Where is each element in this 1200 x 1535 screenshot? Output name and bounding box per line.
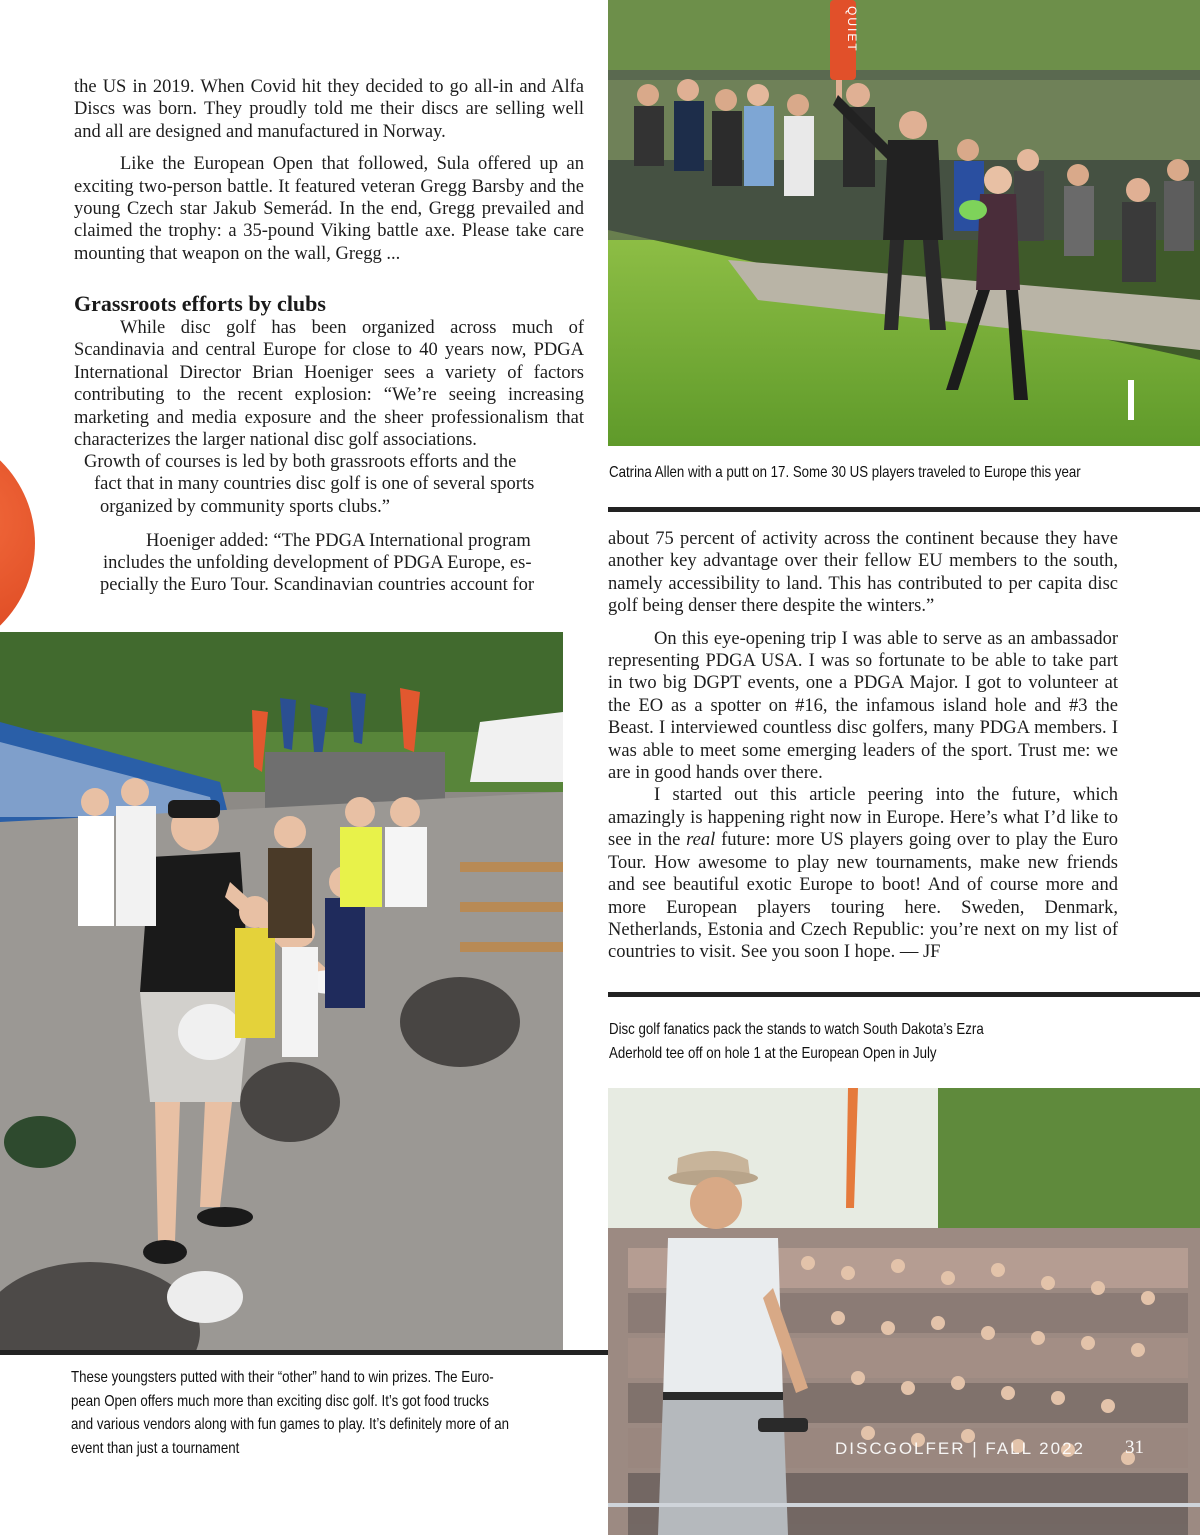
text-run: future: more US players going over to play the Euro Tour. How awesome to play new tournaments, make new friends and see beautiful exotic Europe to boot! And of course more and more European players touring here. Sweden, Denmark, Netherlands, Estonia and Czech Republic: you’re next on my list of countries to visit. See you soon I hope. — JF [608, 830, 1118, 963]
caption-line: pean Open offers much more than exciting disc golf. It’s got food trucks [71, 1392, 490, 1410]
section-subhead: Grassroots efforts by clubs [74, 291, 326, 316]
paragraph: Like the European Open that followed, Sula offered up an exciting two-person battle. It featured veteran Gregg Barsby and the young Czech star Jakub Semerád. In the end, Gregg prevailed and claimed the trophy: a 35-pound Viking battle axe. Please take care mounting that weapon on the wall, Gregg ... [74, 154, 584, 264]
paragraph-line: pecially the Euro Tour. Scandinavian countries account for [100, 575, 535, 595]
magazine-footer: DISCGOLFER | FALL 2022 [835, 1439, 1085, 1458]
caption-rule [608, 507, 1200, 512]
paragraph [608, 784, 1118, 963]
paragraph-line: Growth of courses is led by both grassroots efforts and the [84, 452, 517, 472]
quiet-sign-text: QUIET [845, 6, 859, 53]
photo-catrina-allen-putt [608, 0, 1200, 446]
photo-youngsters-putting [0, 632, 563, 1350]
caption-line: and various vendors along with fun games to play. It’s definitely more of an [71, 1416, 509, 1433]
left-column-middle [74, 291, 584, 451]
caption-line: Aderhold tee off on hole 1 at the European Open in July [609, 1044, 937, 1062]
caption-line: event than just a tournament [71, 1439, 240, 1457]
paragraph: about 75 percent of activity across the continent because they have another key advantage over their fellow EU members to the south, namely accessibility to land. This has contributed to per capita disc golf being denser there despite the winters.” [608, 529, 1118, 617]
caption-line: Disc golf fanatics pack the stands to watch South Dakota’s Ezra [609, 1021, 984, 1038]
text-run: I started out this article peering into the future, which amazingly is happening right now in Europe. Here’s what I’d like to see in the [608, 785, 1118, 851]
paragraph-line: fact that in many countries disc golf is one of several sports [94, 474, 535, 494]
photo-caption-top-right [609, 461, 1081, 485]
orange-ball-graphic [0, 428, 38, 658]
caption-rule [608, 992, 1200, 997]
left-column-wrap [100, 574, 584, 596]
emphasis-text: real [686, 830, 716, 851]
caption-line: Catrina Allen with a putt on 17. Some 30 US players traveled to Europe this year [609, 464, 1081, 481]
left-column-wrap [103, 552, 584, 574]
photo-caption-bottom-left [71, 1366, 509, 1460]
left-column-wrap [94, 473, 584, 495]
paragraph: On this eye-opening trip I was able to serve as an ambassador representing PDGA USA. I was so fortunate to be able to take part in two big DGPT events, one a PDGA Major. I got to volunteer at the EO as a spotter on #16, the infamous island hole and #3 the Beast. I interviewed countless disc golfers, many PDGA members. I was able to meet some emerging leaders of the sport. Trust me: we are in good hands over there. [608, 628, 1118, 784]
right-column [608, 528, 1118, 964]
paragraph-line: organized by community sports clubs.” [100, 497, 390, 517]
left-column-wrap [84, 451, 584, 473]
left-column-top [74, 76, 584, 265]
left-column-wrap [100, 530, 584, 552]
paragraph-line: Hoeniger added: “The PDGA International program [146, 531, 531, 551]
paragraph: While disc golf has been organized across much of Scandinavia and central Europe for close to 40 years now, PDGA International Director Brian Hoeniger sees a variety of factors contributing to the recent explosion: “We’re seeing increasing marketing and media exposure and the sheer professionalism that characterizes the larger national disc golf associations. [74, 318, 584, 451]
paragraph: the US in 2019. When Covid hit they decided to go all-in and Alfa Discs was born. They proudly told me their discs are selling well and all are designed and manufactured in Norway. [74, 77, 584, 142]
paragraph-line: includes the unfolding development of PDGA Europe, es- [103, 553, 532, 573]
left-column-wrap [100, 496, 584, 518]
caption-line: These youngsters putted with their “other” hand to win prizes. The Euro- [71, 1369, 494, 1386]
photo-ezra-aderhold-tee-off [608, 1088, 1200, 1535]
caption-rule [0, 1350, 608, 1355]
photo-caption-mid-right [609, 1018, 984, 1065]
page-number: 31 [1125, 1437, 1144, 1458]
